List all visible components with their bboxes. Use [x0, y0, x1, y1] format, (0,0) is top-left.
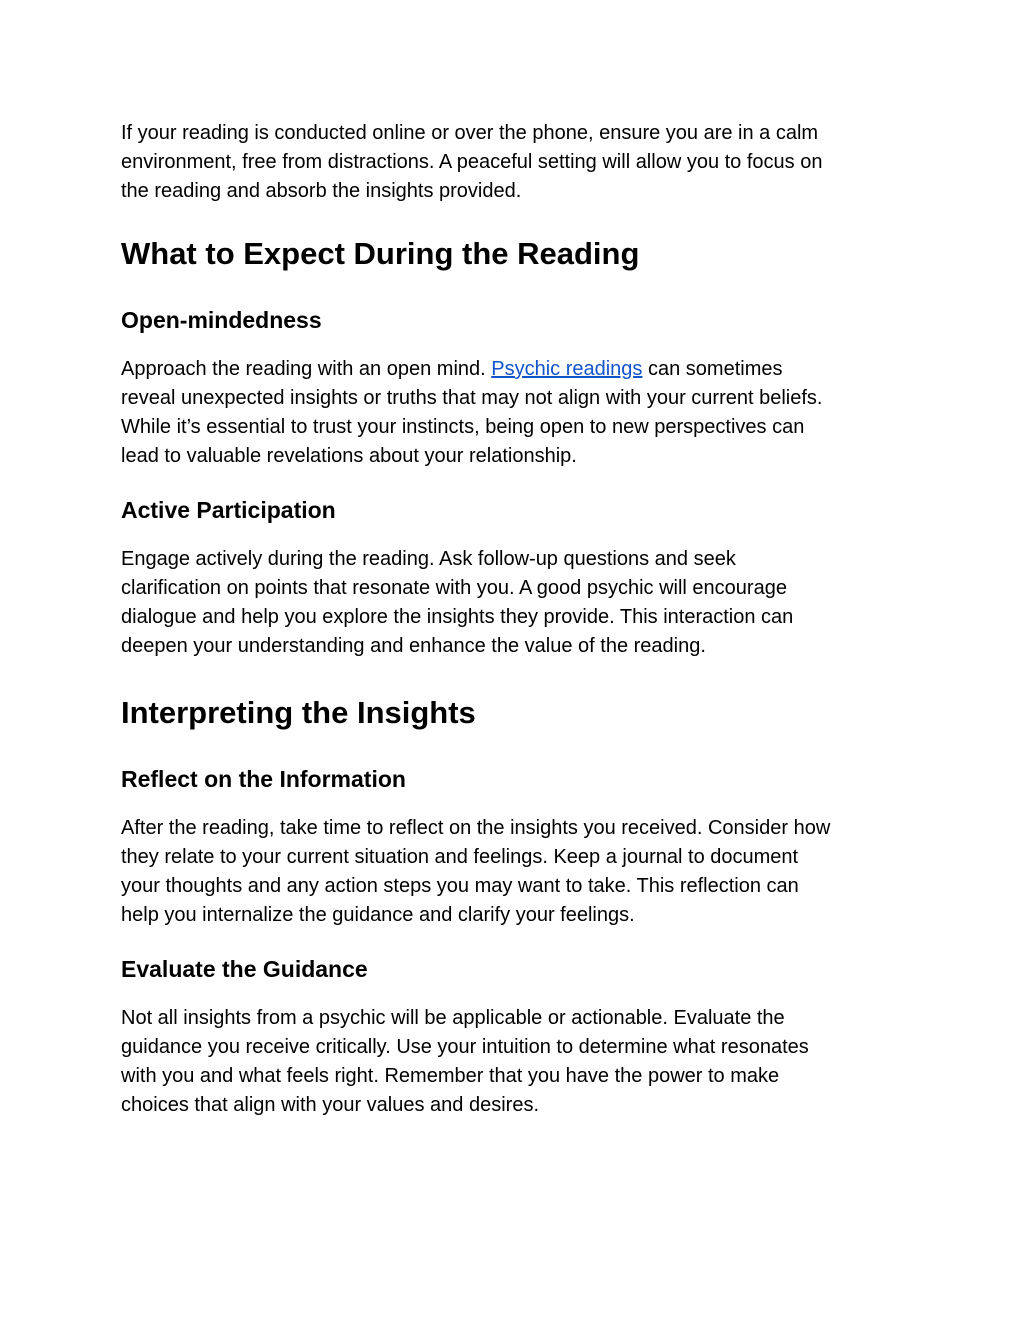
subheading-reflect: Reflect on the Information [121, 766, 406, 792]
open-mindedness-paragraph [121, 355, 901, 471]
open-mindedness-text-start: Approach the reading with an open mind. [121, 358, 492, 380]
open-mindedness-text-end: can sometimes reveal unexpected insights or truths that may not align with your current beliefs. While it’s essential to trust your instincts, being open to new perspectives can lead to valuable revelations about your relationship. [121, 358, 823, 467]
subheading-open-mindedness: Open-mindedness [121, 307, 322, 333]
intro-paragraph: If your reading is conducted online or over the phone, ensure you are in a calm environment, free from distractions. A peaceful setting will allow you to focus on the reading and absorb the insights provided. [121, 122, 823, 202]
reflect-paragraph: After the reading, take time to reflect on the insights you received. Consider how they relate to your current situation and feelings. Keep a journal to document your thoughts and any action steps you may want to take. This reflection can help you internalize the guidance and clarify your feelings. [121, 817, 831, 926]
evaluate-paragraph: Not all insights from a psychic will be applicable or actionable. Evaluate the guidance you receive critically. Use your intuition to determine what resonates with you and what feels right. Remember that you have the power to make choices that align with your values and desires. [121, 1007, 809, 1116]
section-heading-expect: What to Expect During the Reading [121, 236, 640, 271]
subheading-active-participation: Active Participation [121, 497, 336, 523]
subheading-evaluate: Evaluate the Guidance [121, 956, 368, 982]
document-page [121, 119, 901, 1120]
psychic-readings-link[interactable]: Psychic readings [491, 358, 643, 380]
active-participation-paragraph: Engage actively during the reading. Ask follow-up questions and seek clarification on points that resonate with you. A good psychic will encourage dialogue and help you explore the insights they provide. This interaction can deepen your understanding and enhance the value of the reading. [121, 548, 794, 657]
section-heading-interpret: Interpreting the Insights [121, 695, 476, 730]
